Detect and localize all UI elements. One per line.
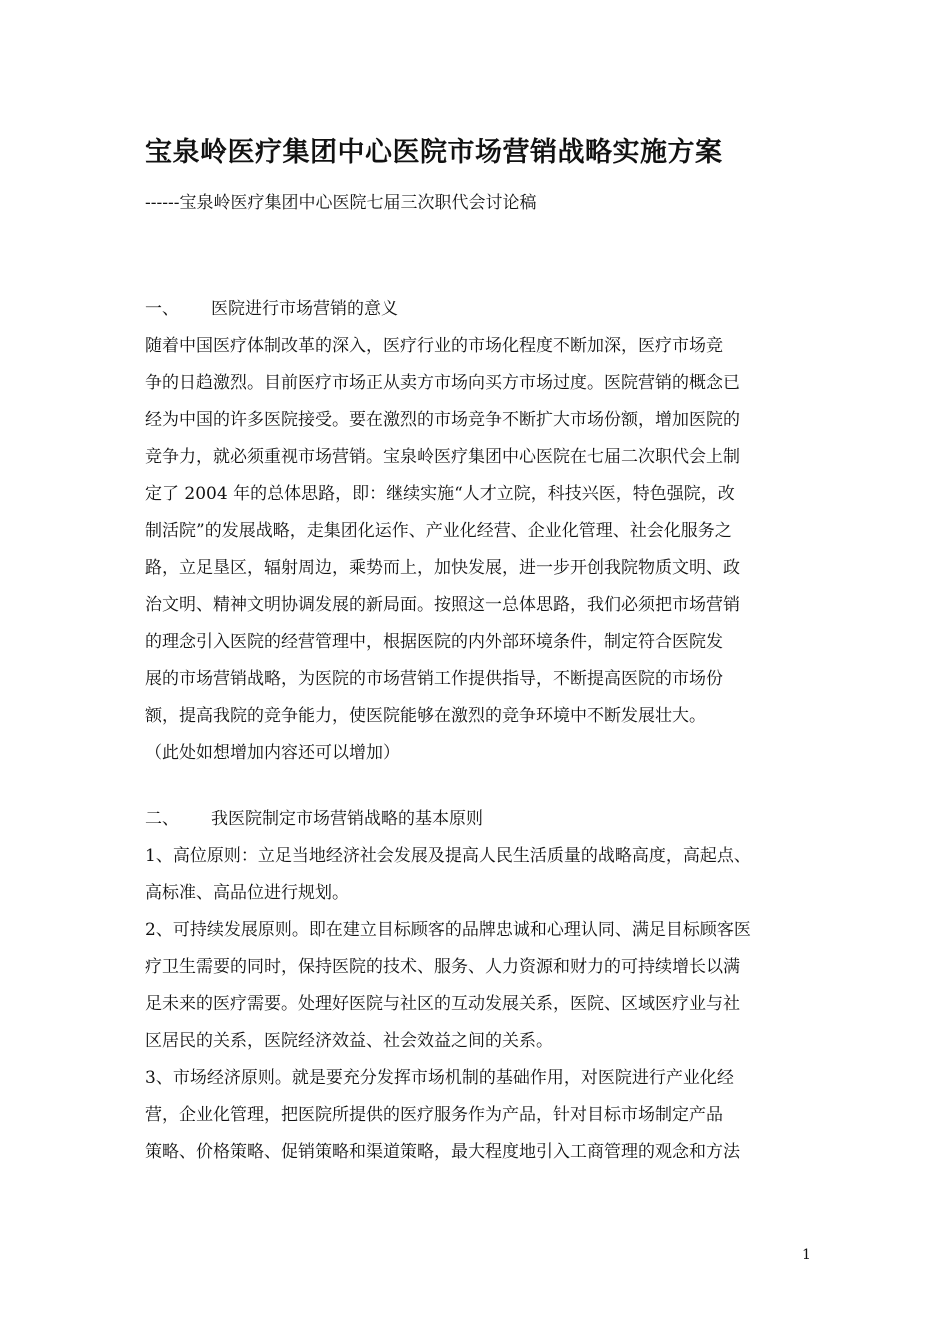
paragraph-line: 疗卫生需要的同时，保持医院的技术、服务、人力资源和财力的可持续增长以满 [145, 957, 740, 977]
paragraph-line: 治文明、精神文明协调发展的新局面。按照这一总体思路，我们必须把市场营销 [145, 595, 740, 615]
paragraph-line: 1、高位原则：立足当地经济社会发展及提高人民生活质量的战略高度，高起点、 [145, 846, 751, 866]
paragraph-line: 营，企业化管理，把医院所提供的医疗服务作为产品，针对目标市场制定产品 [145, 1105, 723, 1125]
paragraph-line: 争的日趋激烈。目前医疗市场正从卖方市场向买方市场过度。医院营销的概念已 [145, 373, 740, 393]
paragraph-line: 额，提高我院的竞争能力，使医院能够在激烈的竞争环境中不断发展壮大。 [145, 706, 706, 726]
paragraph-line: 3、市场经济原则。就是要充分发挥市场机制的基础作用，对医院进行产业化经 [145, 1068, 734, 1088]
paragraph-line: 高标准、高品位进行规划。 [145, 883, 349, 903]
paragraph-line: 竞争力，就必须重视市场营销。宝泉岭医疗集团中心医院在七届二次职代会上制 [145, 447, 740, 467]
section-2-heading [145, 801, 817, 838]
paragraph-line: 区居民的关系，医院经济效益、社会效益之间的关系。 [145, 1031, 553, 1051]
section-1-number: 一、 [145, 299, 179, 319]
paragraph-line: 2、可持续发展原则。即在建立目标顾客的品牌忠诚和心理认同、满足目标顾客医 [145, 920, 751, 940]
paragraph-line: 制活院”的发展战略，走集团化运作、产业化经营、企业化管理、社会化服务之 [145, 521, 732, 541]
document-title: 宝泉岭医疗集团中心医院市场营销战略实施方案 [145, 137, 723, 168]
section-2-number: 二、 [145, 809, 179, 829]
section-2 [145, 801, 817, 1171]
paragraph-line: 足未来的医疗需要。处理好医院与社区的互动发展关系，医院、区域医疗业与社 [145, 994, 740, 1014]
section-1-title: 医院进行市场营销的意义 [211, 299, 398, 319]
paragraph-line: 经为中国的许多医院接受。要在激烈的市场竞争不断扩大市场份额，增加医院的 [145, 410, 740, 430]
section-2-title: 我医院制定市场营销战略的基本原则 [211, 809, 483, 829]
page-number: 1 [802, 1247, 811, 1263]
section-1-heading [145, 291, 817, 328]
editor-note: （此处如想增加内容还可以增加） [145, 743, 400, 763]
document-subtitle: ------宝泉岭医疗集团中心医院七届三次职代会讨论稿 [145, 193, 537, 213]
paragraph-line: 展的市场营销战略，为医院的市场营销工作提供指导，不断提高医院的市场份 [145, 669, 723, 689]
paragraph-line: 的理念引入医院的经营管理中，根据医院的内外部环境条件，制定符合医院发 [145, 632, 723, 652]
paragraph-line: 路，立足垦区，辐射周边，乘势而上，加快发展，进一步开创我院物质文明、政 [145, 558, 740, 578]
section-1 [145, 291, 817, 772]
paragraph-line: 策略、价格策略、促销策略和渠道策略，最大程度地引入工商管理的观念和方法 [145, 1142, 740, 1162]
paragraph-line: 定了 2004 年的总体思路，即：继续实施“人才立院，科技兴医，特色强院，改 [145, 484, 735, 504]
paragraph-line: 随着中国医疗体制改革的深入，医疗行业的市场化程度不断加深，医疗市场竞 [145, 336, 723, 356]
